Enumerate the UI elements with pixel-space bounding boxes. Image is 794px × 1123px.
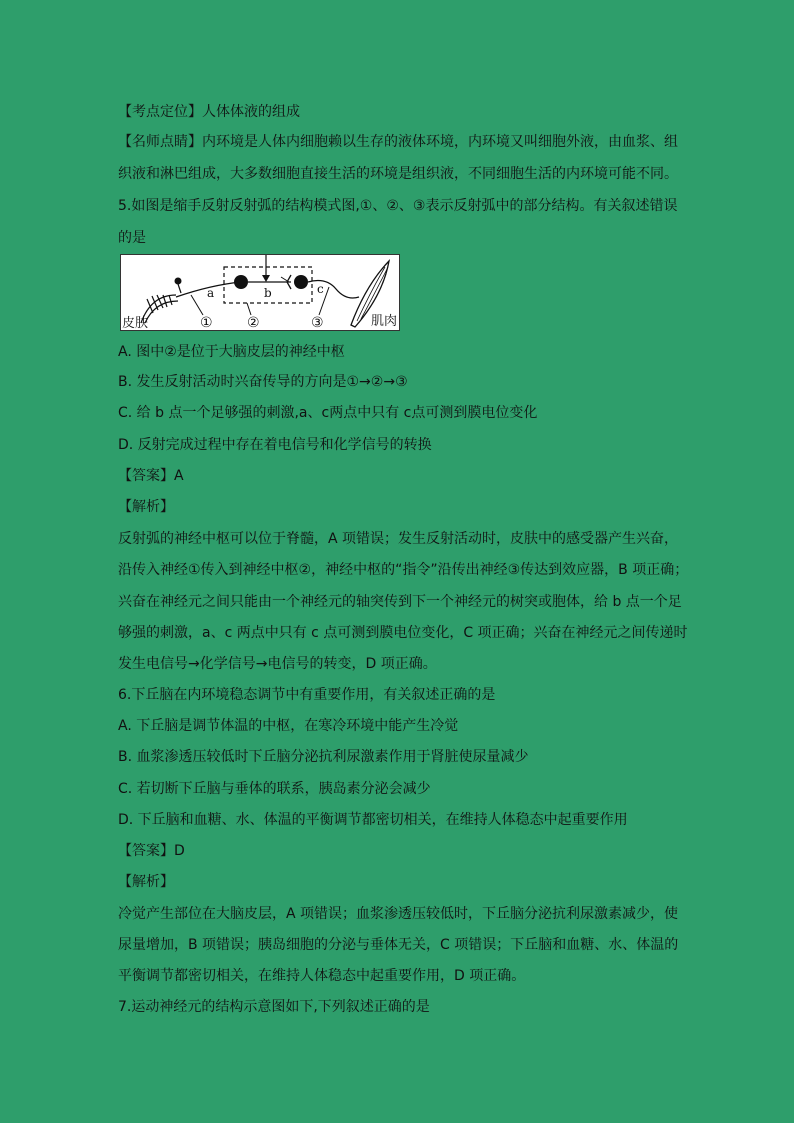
stimulus-arrow-icon (262, 275, 270, 282)
label-a: a (207, 286, 215, 300)
analysis-text: 平衡调节都密切相关，在维持人体稳态中起重要作用，D 项正确。 (118, 968, 526, 984)
label-b: b (264, 286, 272, 300)
option-a: A. 下丘脑是调节体温的中枢，在寒冷环境中能产生冷觉 (118, 718, 459, 734)
analysis-label: 【解析】 (118, 874, 174, 890)
neuron-body (294, 275, 308, 289)
label-circled-3: ③ (311, 315, 324, 330)
analysis-label: 【解析】 (118, 499, 174, 515)
text-line: 【名师点睛】内环境是人体内细胞赖以生存的液体环境，内环境又叫细胞外液，由血浆、组 (118, 134, 678, 150)
question-5-stem: 5.如图是缩手反射反射弧的结构模式图,①、②、③表示反射弧中的部分结构。有关叙述错误 (118, 198, 678, 214)
label-muscle: 肌肉 (371, 314, 398, 329)
option-b: B. 发生反射活动时兴奋传导的方向是①→②→③ (118, 374, 408, 390)
analysis-text: 沿传入神经①传入到神经中枢②，神经中枢的“指令”沿传出神经③传达到效应器，B 项正确； (118, 562, 689, 578)
analysis-text: 兴奋在神经元之间只能由一个神经元的轴突传到下一个神经元的树突或胞体，给 b 点一个足 (118, 594, 682, 610)
label-circled-2: ② (247, 315, 260, 330)
question-5-stem: 的是 (118, 230, 146, 246)
option-a: A. 图中②是位于大脑皮层的神经中枢 (118, 344, 345, 360)
text-line: 【考点定位】人体体液的组成 (118, 104, 300, 120)
label-c: c (317, 282, 324, 296)
analysis-text: 冷觉产生部位在大脑皮层，A 项错误；血浆渗透压较低时，下丘脑分泌抗利尿激素减少，使 (118, 906, 679, 922)
answer-label: 【答案】A (118, 468, 184, 484)
option-b: B. 血浆渗透压较低时下丘脑分泌抗利尿激素作用于肾脏使尿量减少 (118, 749, 529, 765)
analysis-text: 够强的刺激，a、c 两点中只有 c 点可测到膜电位变化，C 项正确；兴奋在神经元之间传递时 (118, 625, 688, 641)
analysis-text: 反射弧的神经中枢可以位于脊髓，A 项错误；发生反射活动时，皮肤中的感受器产生兴奋， (118, 531, 679, 547)
option-d: D. 下丘脑和血糖、水、体温的平衡调节都密切相关，在维持人体稳态中起重要作用 (118, 812, 628, 828)
analysis-text: 尿量增加，B 项错误；胰岛细胞的分泌与垂体无关，C 项错误；下丘脑和血糖、水、体温的 (118, 937, 679, 953)
question-6-stem: 6.下丘脑在内环境稳态调节中有重要作用，有关叙述正确的是 (118, 687, 496, 703)
label-circled-1: ① (200, 315, 213, 330)
text-line: 织液和淋巴组成，大多数细胞直接生活的环境是组织液，不同细胞生活的内环境可能不同。 (118, 166, 678, 182)
neuron-body (234, 275, 248, 289)
question-7-stem: 7.运动神经元的结构示意图如下,下列叙述正确的是 (118, 999, 430, 1015)
analysis-text: 发生电信号→化学信号→电信号的转变，D 项正确。 (118, 656, 437, 672)
label-skin: 皮肤 (122, 316, 149, 330)
answer-label: 【答案】D (118, 843, 185, 859)
option-c: C. 若切断下丘脑与垂体的联系，胰岛素分泌会减少 (118, 781, 431, 797)
option-d: D. 反射完成过程中存在着电信号和化学信号的转换 (118, 437, 432, 453)
efferent-nerve-line (308, 281, 359, 298)
reflex-arc-diagram (120, 254, 400, 331)
option-c: C. 给 b 点一个足够强的刺激,a、c两点中只有 c点可测到膜电位变化 (118, 405, 538, 421)
ganglion-dot (175, 278, 182, 285)
